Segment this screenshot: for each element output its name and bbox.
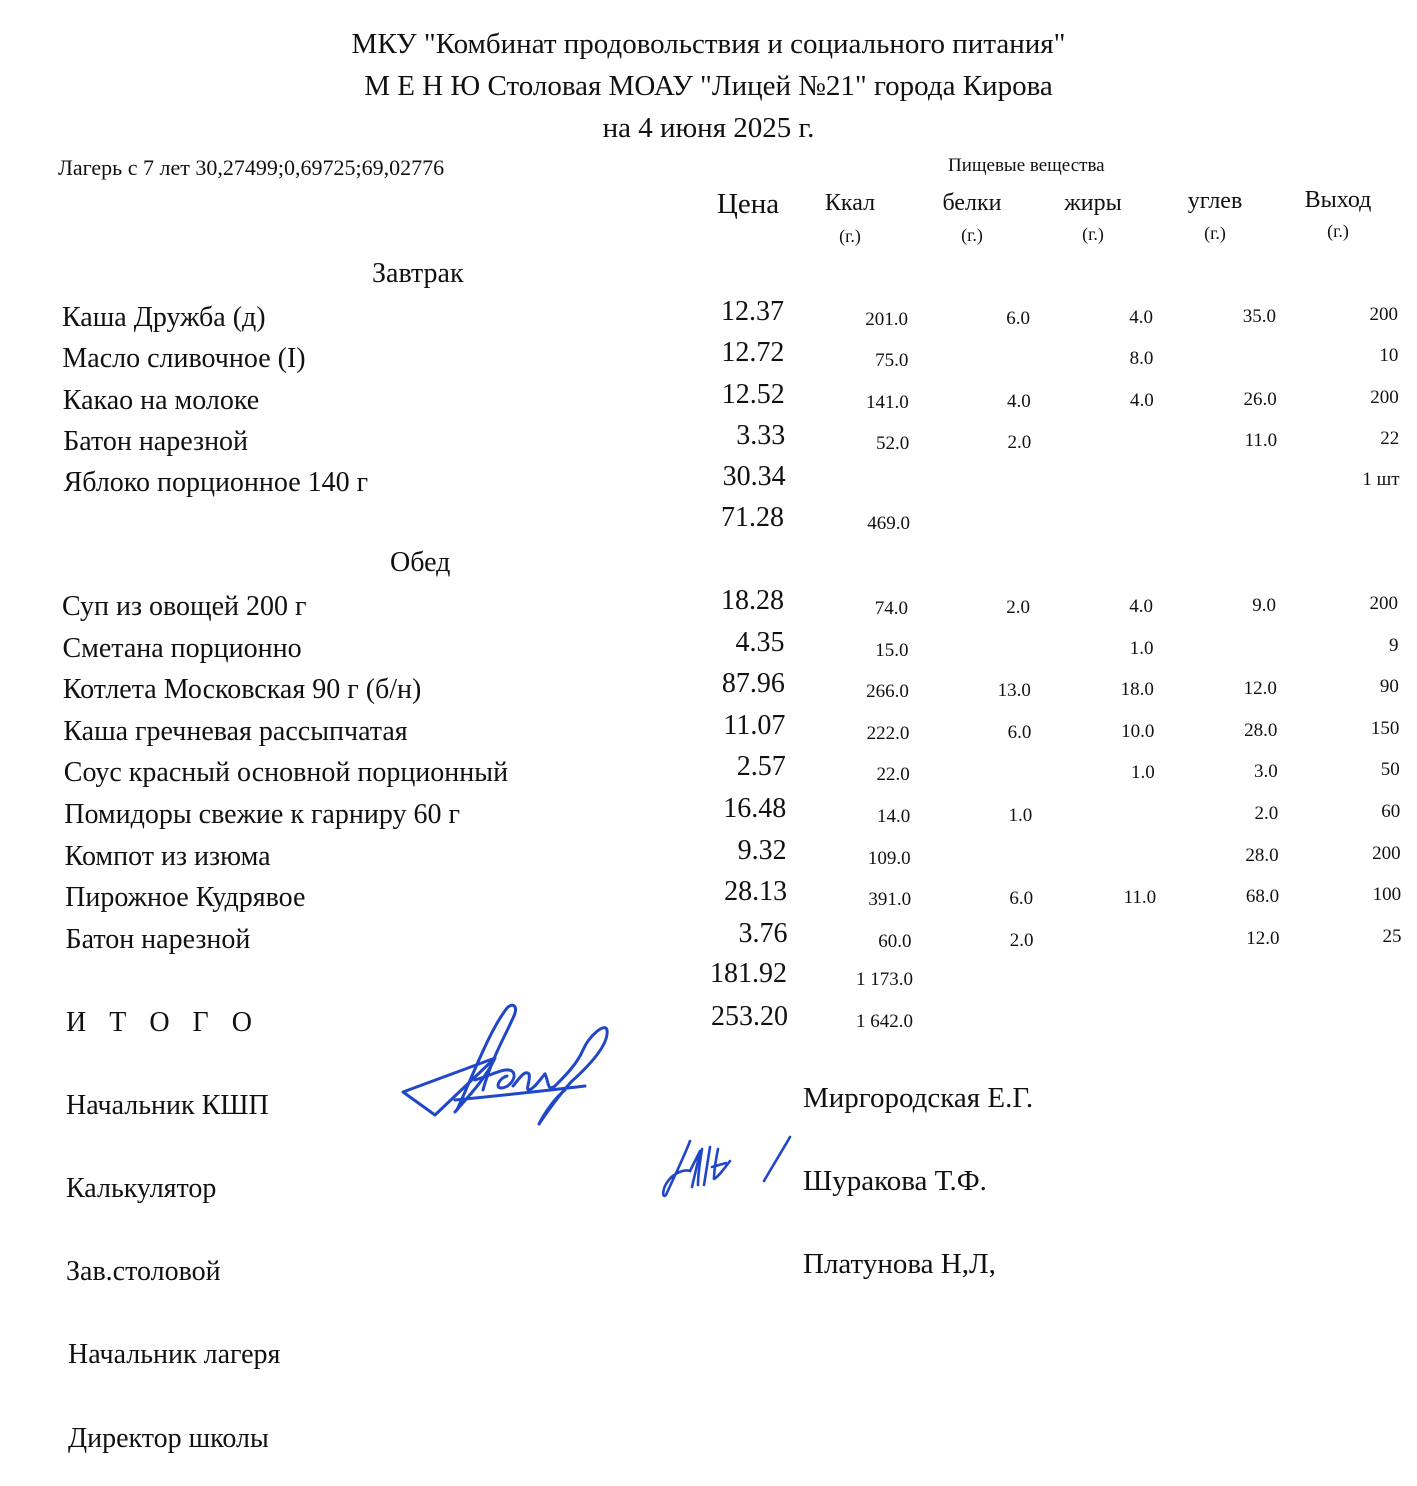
dish-carbs: 12.0: [1246, 927, 1280, 949]
col-fat: жиры: [1064, 190, 1122, 216]
dish-carbs: 28.0: [1244, 719, 1278, 741]
dish-name: Батон нарезной: [63, 425, 249, 457]
grand-total-kcal: 1 642.0: [856, 1011, 913, 1032]
section-breakfast: Завтрак: [372, 258, 464, 289]
dish-kcal: 74.0: [874, 598, 908, 619]
dish-kcal: 52.0: [875, 432, 910, 454]
dish-kcal: 141.0: [866, 391, 909, 413]
dish-kcal: 109.0: [867, 847, 911, 869]
dish-yield: 100: [1372, 884, 1402, 906]
header-date: на 4 июня 2025 г.: [602, 112, 815, 144]
dish-yield: 200: [1369, 593, 1398, 614]
dish-yield: 200: [1369, 304, 1398, 325]
dish-fat: 18.0: [1120, 679, 1154, 701]
dish-carbs: 2.0: [1254, 803, 1279, 824]
dish-yield: 10: [1379, 345, 1399, 367]
dish-price: 12.52: [721, 378, 785, 410]
camp-line: Лагерь с 7 лет 30,27499;0,69725;69,02776: [58, 155, 445, 180]
grand-total-label: И Т О Г О: [66, 1007, 260, 1038]
signature-role-director: Директор школы: [68, 1423, 269, 1454]
dish-price: 3.33: [736, 419, 786, 451]
dish-yield: 9: [1388, 634, 1399, 656]
dish-fat: 8.0: [1129, 348, 1154, 370]
dish-protein: 6.0: [1007, 721, 1032, 743]
dish-fat: 4.0: [1129, 596, 1153, 617]
dish-yield: 60: [1381, 801, 1401, 822]
col-price: Цена: [716, 188, 780, 220]
dish-protein: 6.0: [1006, 308, 1030, 329]
dish-kcal: 391.0: [868, 889, 912, 911]
dish-kcal: 222.0: [866, 722, 910, 744]
dish-name: Батон нарезной: [65, 923, 251, 955]
dish-name: Котлета Московская 90 г (б/н): [62, 674, 422, 706]
dish-name: Суп из овощей 200 г: [62, 591, 307, 622]
col-protein: белки: [942, 190, 1002, 216]
dish-name: Соус красный основной порционный: [63, 757, 509, 789]
dish-kcal: 201.0: [865, 309, 908, 330]
dish-kcal: 14.0: [876, 806, 911, 827]
lunch-total-price: 181.92: [710, 958, 787, 989]
lunch-total-kcal: 1 173.0: [856, 969, 913, 990]
dish-carbs: 35.0: [1242, 306, 1276, 327]
dish-price: 30.34: [722, 461, 786, 493]
dish-name: Сметана порционно: [62, 632, 302, 664]
unit-fat: (г.): [1082, 224, 1104, 244]
dish-protein: 4.0: [1007, 390, 1031, 412]
dish-fat: 10.0: [1121, 720, 1155, 742]
dish-carbs: 3.0: [1254, 761, 1278, 783]
signature-name-kshp: Миргородская Е.Г.: [803, 1082, 1034, 1114]
dish-protein: 6.0: [1009, 888, 1034, 910]
dish-price: 16.48: [723, 793, 787, 824]
dish-price: 4.35: [735, 626, 785, 658]
dish-yield: 150: [1370, 717, 1400, 739]
dish-fat: 1.0: [1131, 762, 1155, 784]
dish-fat: 4.0: [1130, 389, 1154, 411]
dish-price: 87.96: [721, 668, 785, 700]
section-lunch: Обед: [390, 547, 451, 578]
dish-name: Каша Дружба (д): [62, 302, 266, 333]
header-line-2: М Е Н Ю Столовая МОАУ "Лицей №21" города Кирова: [364, 70, 1053, 102]
dish-name: Компот из изюма: [64, 840, 271, 872]
dish-kcal: 266.0: [866, 681, 909, 703]
dish-protein: 2.0: [1006, 597, 1030, 618]
signature-name-calculator: Шуракова Т.Ф.: [803, 1165, 987, 1197]
dish-kcal: 15.0: [875, 639, 909, 661]
grand-total-price: 253.20: [711, 1001, 788, 1032]
dish-yield: 25: [1382, 925, 1402, 947]
dish-kcal: 75.0: [875, 350, 909, 372]
dish-name: Масло сливочное (I): [62, 343, 306, 375]
dish-price: 12.72: [721, 337, 785, 369]
unit-protein: (г.): [961, 225, 983, 245]
dish-kcal: 60.0: [878, 930, 912, 952]
dish-protein: 1.0: [1008, 805, 1033, 826]
col-carbs: углев: [1187, 188, 1243, 214]
dish-carbs: 28.0: [1245, 844, 1279, 866]
dish-name: Каша гречневая рассыпчатая: [63, 715, 408, 747]
dish-yield: 200: [1372, 842, 1401, 864]
dish-price: 11.07: [723, 709, 786, 741]
breakfast-total-kcal: 469.0: [867, 513, 910, 534]
dish-carbs: 26.0: [1243, 388, 1277, 410]
dish-name: Пирожное Кудрявое: [65, 882, 306, 914]
dish-fat: 11.0: [1123, 887, 1157, 909]
dish-protein: 2.0: [1009, 929, 1034, 951]
breakfast-total-price: 71.28: [721, 502, 784, 533]
dish-fat: 1.0: [1129, 637, 1154, 659]
dish-name: Помидоры свежие к гарниру 60 г: [64, 799, 460, 830]
unit-kcal: (г.): [839, 226, 861, 246]
dish-fat: 4.0: [1129, 307, 1153, 328]
dish-kcal: 22.0: [876, 764, 910, 786]
dish-price: 28.13: [724, 876, 788, 908]
signature-role-calculator: Калькулятор: [66, 1173, 217, 1204]
dish-carbs: 12.0: [1243, 678, 1277, 700]
dish-price: 3.76: [738, 917, 788, 949]
dish-yield: 200: [1370, 386, 1399, 408]
dish-yield: 90: [1379, 676, 1399, 698]
dish-price: 18.28: [721, 585, 784, 616]
dish-price: 9.32: [737, 834, 787, 866]
dish-carbs: 9.0: [1252, 595, 1276, 616]
dish-yield: 22: [1380, 427, 1400, 449]
nutrients-label: Пищевые вещества: [948, 155, 1105, 176]
signature-name-canteen: Платунова Н,Л,: [803, 1248, 996, 1280]
signature-role-kshp: Начальник КШП: [66, 1090, 269, 1121]
dish-carbs: 68.0: [1245, 886, 1280, 908]
header-line-1: МКУ "Комбинат продовольствия и социального питания": [351, 28, 1066, 60]
dish-name: Яблоко порционное 140 г: [63, 467, 369, 499]
dish-protein: 13.0: [997, 680, 1031, 702]
col-kcal: Ккал: [824, 190, 876, 216]
signature-scribble-2: [660, 1133, 800, 1203]
unit-yield: (г.): [1327, 221, 1349, 241]
dish-yield: 1 шт: [1362, 469, 1400, 491]
signature-role-canteen: Зав.столовой: [66, 1256, 221, 1287]
dish-price: 12.37: [721, 296, 784, 327]
dish-yield: 50: [1380, 759, 1400, 781]
dish-protein: 2.0: [1007, 431, 1032, 453]
col-yield: Выход: [1304, 187, 1372, 213]
dish-carbs: 11.0: [1244, 429, 1278, 451]
dish-price: 2.57: [736, 751, 786, 783]
signature-role-camp: Начальник лагеря: [68, 1339, 281, 1370]
signature-scribble-1: [395, 1000, 615, 1130]
unit-carbs: (г.): [1204, 223, 1226, 243]
dish-name: Какао на молоке: [62, 384, 260, 416]
